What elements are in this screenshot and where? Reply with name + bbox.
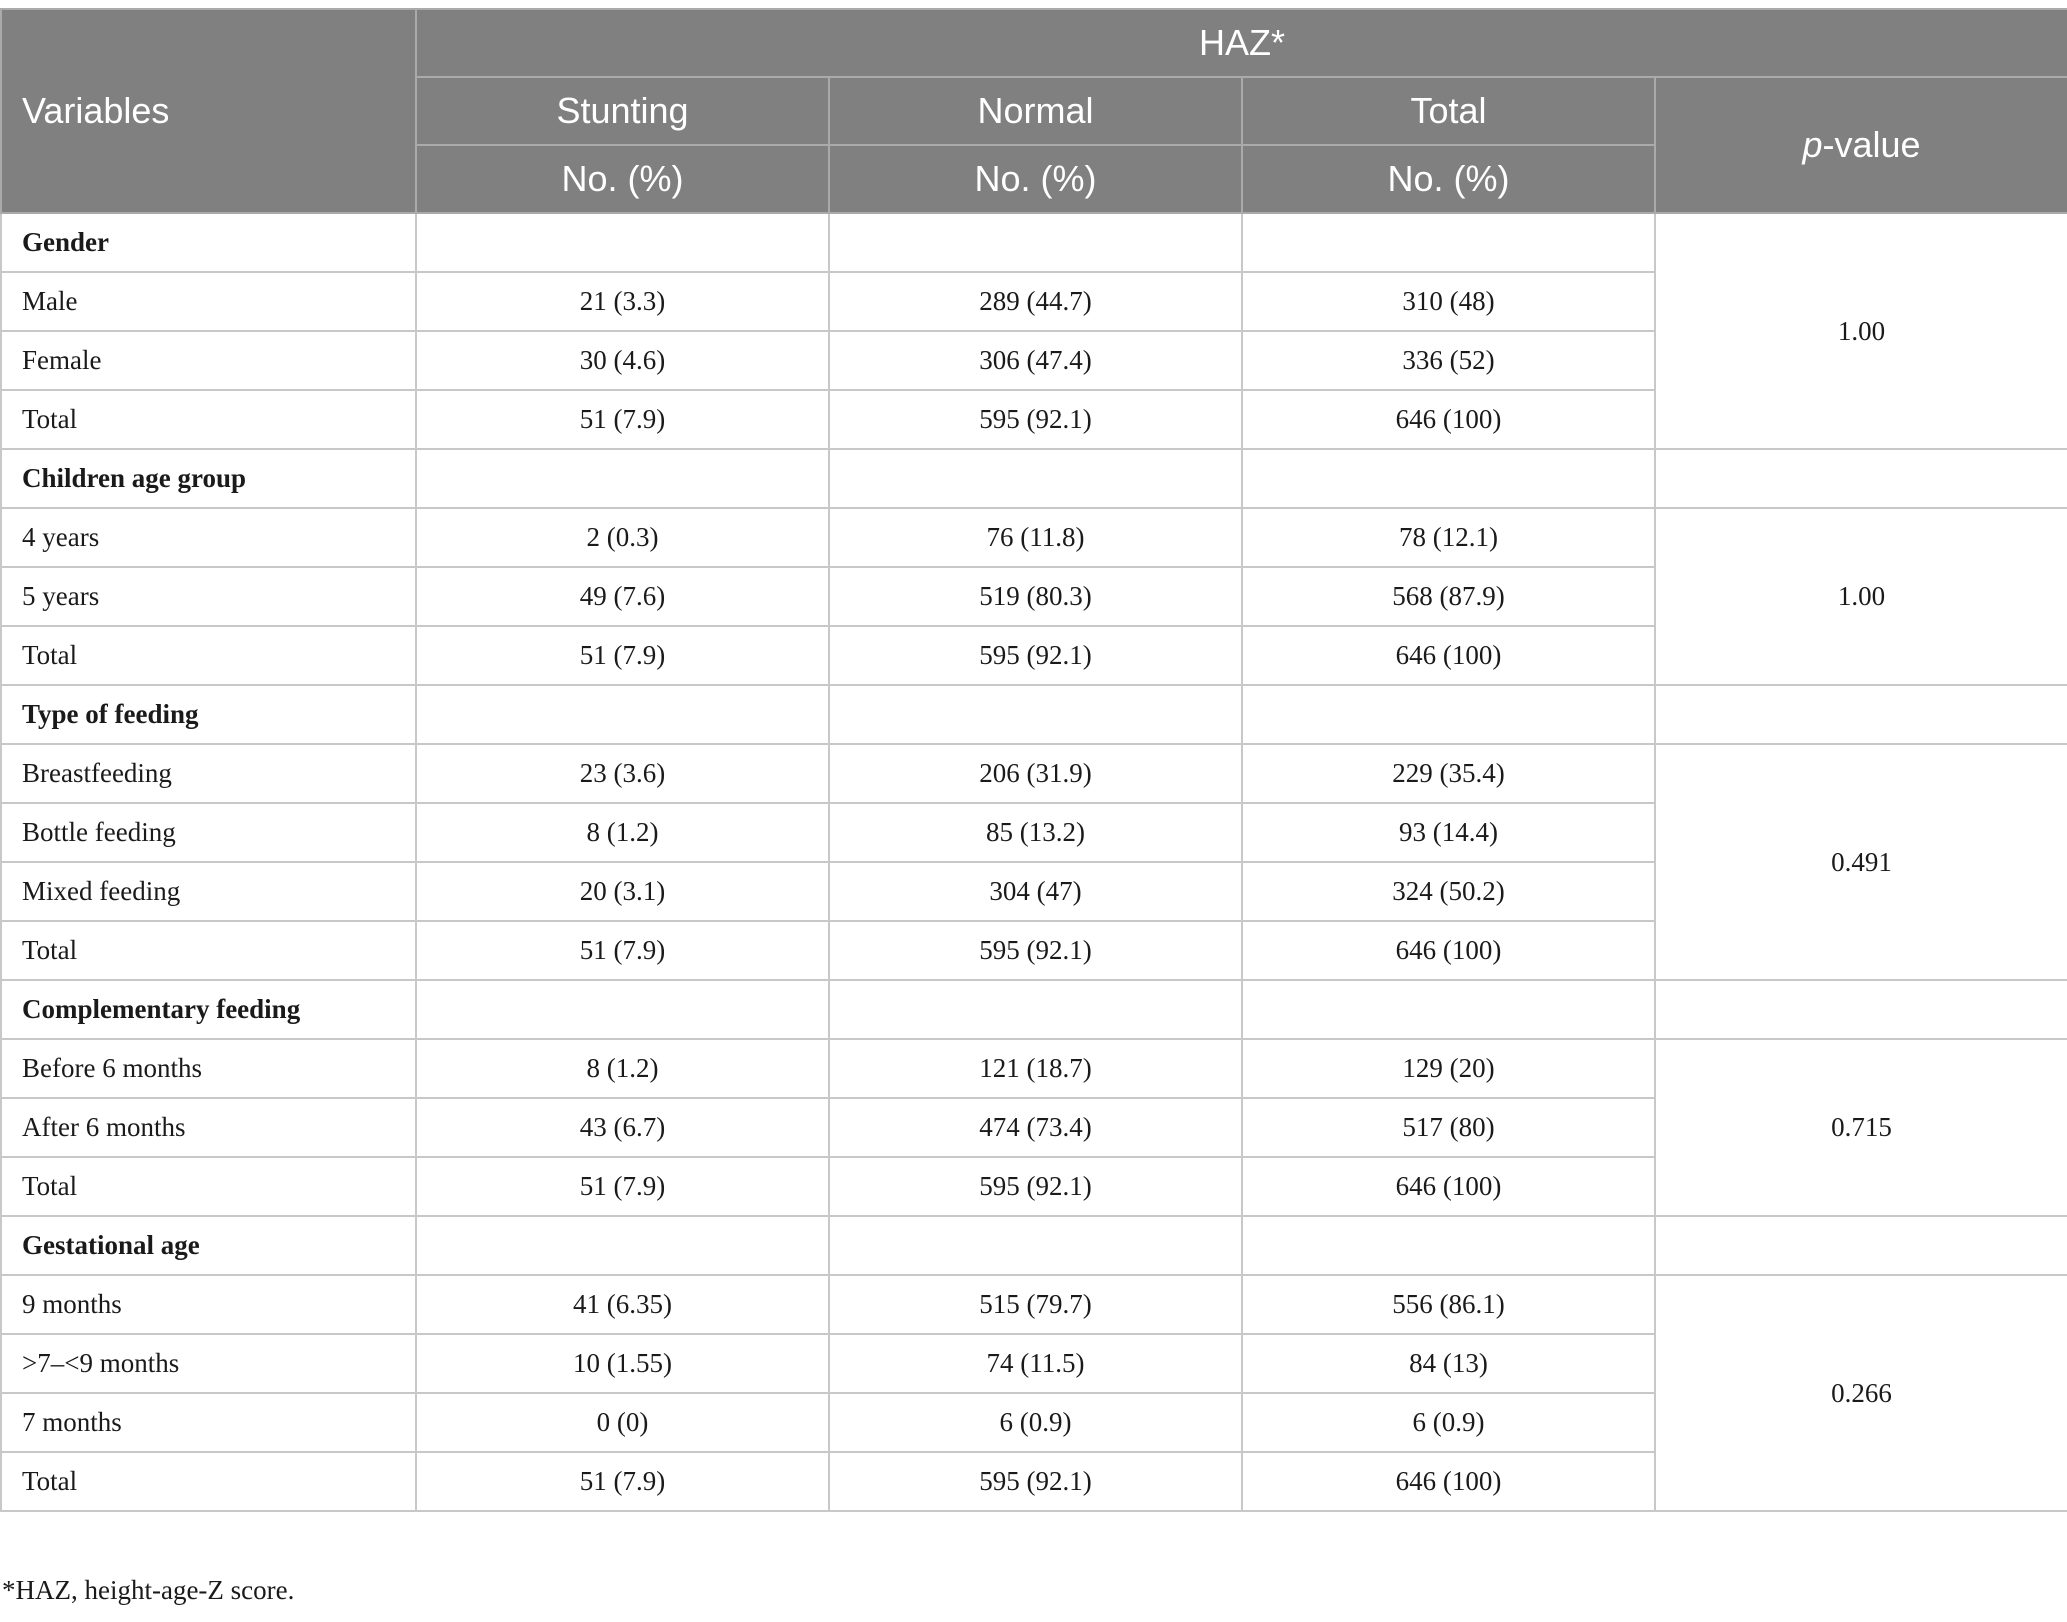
normal-cell: 519 (80.3) [829, 567, 1242, 626]
stunting-cell: 10 (1.55) [416, 1334, 829, 1393]
row-label: After 6 months [1, 1098, 416, 1157]
row-label: Total [1, 390, 416, 449]
stunting-cell: 23 (3.6) [416, 744, 829, 803]
header-total: Total [1242, 77, 1655, 145]
stunting-cell: 49 (7.6) [416, 567, 829, 626]
stunting-cell: 30 (4.6) [416, 331, 829, 390]
total-cell: 84 (13) [1242, 1334, 1655, 1393]
empty-cell [416, 449, 829, 508]
stunting-cell: 2 (0.3) [416, 508, 829, 567]
table-container [0, 8, 2067, 1512]
table-row [1, 744, 2067, 803]
section-row [1, 1216, 2067, 1275]
normal-cell: 289 (44.7) [829, 272, 1242, 331]
section-title: Children age group [1, 449, 416, 508]
normal-cell: 76 (11.8) [829, 508, 1242, 567]
total-cell: 229 (35.4) [1242, 744, 1655, 803]
section-row [1, 685, 2067, 744]
pvalue-cell: 0.715 [1655, 1039, 2067, 1216]
section-title: Type of feeding [1, 685, 416, 744]
haz-table [0, 8, 2067, 1512]
empty-cell [1655, 1216, 2067, 1275]
row-label: Breastfeeding [1, 744, 416, 803]
stunting-cell: 8 (1.2) [416, 1039, 829, 1098]
normal-cell: 206 (31.9) [829, 744, 1242, 803]
empty-cell [1242, 213, 1655, 272]
normal-cell: 304 (47) [829, 862, 1242, 921]
total-cell: 646 (100) [1242, 1157, 1655, 1216]
normal-cell: 306 (47.4) [829, 331, 1242, 390]
row-label: 5 years [1, 567, 416, 626]
pvalue-rest: -value [1822, 124, 1921, 165]
header-row-group [1, 9, 2067, 77]
stunting-cell: 51 (7.9) [416, 390, 829, 449]
row-label: Before 6 months [1, 1039, 416, 1098]
empty-cell [416, 685, 829, 744]
empty-cell [1242, 449, 1655, 508]
total-cell: 78 (12.1) [1242, 508, 1655, 567]
header-stunting-unit: No. (%) [416, 145, 829, 213]
header-variables: Variables [1, 9, 416, 213]
stunting-cell: 20 (3.1) [416, 862, 829, 921]
normal-cell: 595 (92.1) [829, 1452, 1242, 1511]
pvalue-cell: 0.491 [1655, 744, 2067, 980]
total-cell: 310 (48) [1242, 272, 1655, 331]
stunting-cell: 51 (7.9) [416, 1452, 829, 1511]
row-label: >7–<9 months [1, 1334, 416, 1393]
stunting-cell: 8 (1.2) [416, 803, 829, 862]
table-body [1, 213, 2067, 1511]
header-normal-unit: No. (%) [829, 145, 1242, 213]
normal-cell: 595 (92.1) [829, 1157, 1242, 1216]
row-label: Bottle feeding [1, 803, 416, 862]
normal-cell: 474 (73.4) [829, 1098, 1242, 1157]
empty-cell [829, 980, 1242, 1039]
empty-cell [416, 213, 829, 272]
total-cell: 6 (0.9) [1242, 1393, 1655, 1452]
table-row [1, 1275, 2067, 1334]
stunting-cell: 0 (0) [416, 1393, 829, 1452]
total-cell: 646 (100) [1242, 390, 1655, 449]
pvalue-cell: 0.266 [1655, 1275, 2067, 1511]
empty-cell [1242, 685, 1655, 744]
total-cell: 93 (14.4) [1242, 803, 1655, 862]
total-cell: 129 (20) [1242, 1039, 1655, 1098]
empty-cell [829, 1216, 1242, 1275]
row-label: Mixed feeding [1, 862, 416, 921]
section-title: Complementary feeding [1, 980, 416, 1039]
normal-cell: 595 (92.1) [829, 390, 1242, 449]
empty-cell [1655, 449, 2067, 508]
empty-cell [829, 449, 1242, 508]
row-label: Total [1, 1157, 416, 1216]
footnote: *HAZ, height-age-Z score. [2, 1575, 295, 1605]
row-label: Male [1, 272, 416, 331]
empty-cell [1242, 980, 1655, 1039]
total-cell: 568 (87.9) [1242, 567, 1655, 626]
total-cell: 336 (52) [1242, 331, 1655, 390]
stunting-cell: 51 (7.9) [416, 1157, 829, 1216]
normal-cell: 74 (11.5) [829, 1334, 1242, 1393]
total-cell: 324 (50.2) [1242, 862, 1655, 921]
pvalue-p: p [1802, 124, 1823, 165]
row-label: 4 years [1, 508, 416, 567]
total-cell: 556 (86.1) [1242, 1275, 1655, 1334]
total-cell: 646 (100) [1242, 626, 1655, 685]
empty-cell [1655, 685, 2067, 744]
normal-cell: 85 (13.2) [829, 803, 1242, 862]
row-label: Total [1, 921, 416, 980]
section-title: Gestational age [1, 1216, 416, 1275]
row-label: 9 months [1, 1275, 416, 1334]
row-label: Total [1, 1452, 416, 1511]
row-label: 7 months [1, 1393, 416, 1452]
empty-cell [416, 1216, 829, 1275]
table-row [1, 1039, 2067, 1098]
empty-cell [1242, 1216, 1655, 1275]
pvalue-cell: 1.00 [1655, 213, 2067, 449]
empty-cell [829, 213, 1242, 272]
empty-cell [1655, 980, 2067, 1039]
table-row [1, 508, 2067, 567]
total-cell: 517 (80) [1242, 1098, 1655, 1157]
stunting-cell: 51 (7.9) [416, 921, 829, 980]
normal-cell: 595 (92.1) [829, 626, 1242, 685]
header-total-unit: No. (%) [1242, 145, 1655, 213]
stunting-cell: 51 (7.9) [416, 626, 829, 685]
header-normal: Normal [829, 77, 1242, 145]
header-stunting: Stunting [416, 77, 829, 145]
row-label: Female [1, 331, 416, 390]
empty-cell [829, 685, 1242, 744]
total-cell: 646 (100) [1242, 921, 1655, 980]
empty-cell [416, 980, 829, 1039]
section-title: Gender [1, 213, 416, 272]
stunting-cell: 41 (6.35) [416, 1275, 829, 1334]
header-pvalue [1655, 77, 2067, 213]
normal-cell: 6 (0.9) [829, 1393, 1242, 1452]
section-row [1, 213, 2067, 272]
header-haz: HAZ* [416, 9, 2067, 77]
total-cell: 646 (100) [1242, 1452, 1655, 1511]
stunting-cell: 21 (3.3) [416, 272, 829, 331]
stunting-cell: 43 (6.7) [416, 1098, 829, 1157]
normal-cell: 121 (18.7) [829, 1039, 1242, 1098]
section-row [1, 449, 2067, 508]
section-row [1, 980, 2067, 1039]
row-label: Total [1, 626, 416, 685]
normal-cell: 595 (92.1) [829, 921, 1242, 980]
normal-cell: 515 (79.7) [829, 1275, 1242, 1334]
pvalue-cell: 1.00 [1655, 508, 2067, 685]
